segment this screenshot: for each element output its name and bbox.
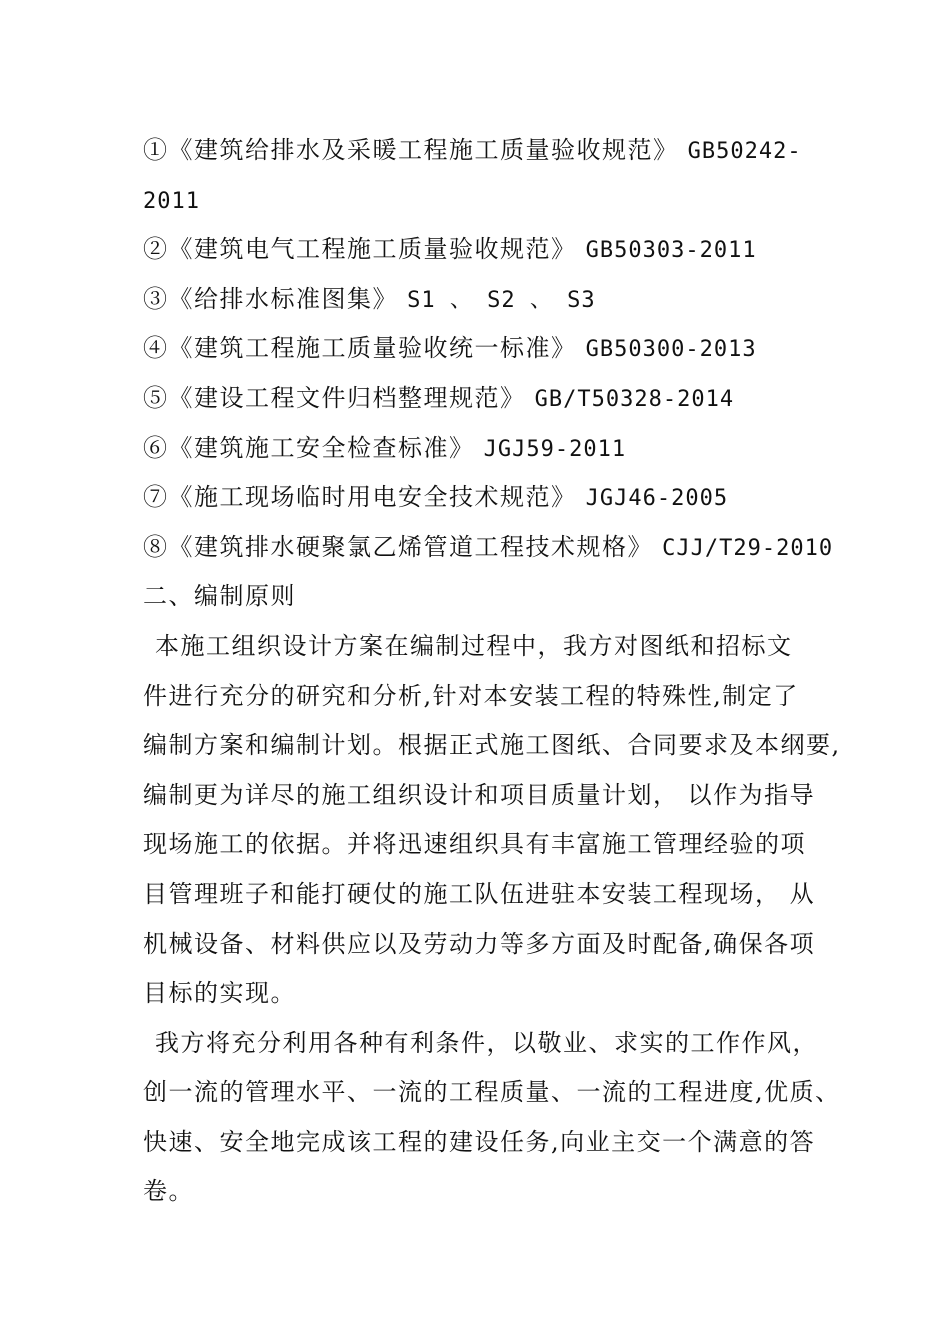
reference-code: 2011 bbox=[143, 188, 200, 214]
reference-item-1 bbox=[143, 126, 833, 176]
reference-code: S1 、 S2 、 S3 bbox=[407, 287, 596, 313]
paragraph-line: 本施工组织设计方案在编制过程中，我方对图纸和招标文 bbox=[155, 631, 793, 660]
reference-title: ⑥《建筑施工安全检查标准》 bbox=[143, 433, 475, 462]
reference-item-6 bbox=[143, 424, 833, 474]
reference-code: CJJ/T29-2010 bbox=[662, 535, 834, 561]
paragraph-commitment bbox=[143, 1019, 841, 1217]
reference-title: ④《建筑工程施工质量验收统一标准》 bbox=[143, 334, 577, 363]
section-heading: 二、编制原则 bbox=[143, 582, 296, 611]
paragraph-line: 快速、安全地完成该工程的建设任务,向业主交一个满意的答 bbox=[143, 1127, 816, 1156]
paragraph-line: 现场施工的依据。并将迅速组织具有丰富施工管理经验的项 bbox=[143, 830, 806, 859]
paragraph-line: 目管理班子和能打硬仗的施工队伍进驻本安装工程现场， 从 bbox=[143, 879, 816, 908]
paragraph-line: 目标的实现。 bbox=[143, 979, 296, 1008]
reference-title: ③《给排水标准图集》 bbox=[143, 284, 398, 313]
reference-code: JGJ59-2011 bbox=[483, 436, 627, 462]
document-body bbox=[143, 126, 841, 1217]
reference-item-3 bbox=[143, 275, 833, 325]
reference-title: ⑦《施工现场临时用电安全技术规范》 bbox=[143, 483, 577, 512]
reference-item-8 bbox=[143, 523, 833, 573]
reference-code: JGJ46-2005 bbox=[585, 486, 729, 512]
reference-code: GB/T50328-2014 bbox=[534, 386, 735, 412]
reference-code: GB50300-2013 bbox=[585, 337, 757, 363]
paragraph-principles bbox=[143, 622, 841, 1019]
reference-title: ①《建筑给排水及采暖工程施工质量验收规范》 bbox=[143, 136, 679, 164]
reference-title: ⑤《建设工程文件归档整理规范》 bbox=[143, 383, 526, 412]
reference-item-4 bbox=[143, 324, 833, 374]
reference-title: ②《建筑电气工程施工质量验收规范》 bbox=[143, 235, 577, 264]
reference-item-7 bbox=[143, 473, 833, 523]
paragraph-line: 编制更为详尽的施工组织设计和项目质量计划， 以作为指导 bbox=[143, 780, 816, 809]
paragraph-line: 件进行充分的研究和分析,针对本安装工程的特殊性,制定了 bbox=[143, 681, 799, 710]
reference-title: ⑧《建筑排水硬聚氯乙烯管道工程技术规格》 bbox=[143, 532, 653, 561]
paragraph-line: 卷。 bbox=[143, 1177, 194, 1206]
paragraph-line: 编制方案和编制计划。根据正式施工图纸、合同要求及本纲要, bbox=[143, 731, 841, 760]
reference-item-5 bbox=[143, 374, 833, 424]
reference-item-1-continued bbox=[143, 176, 833, 226]
paragraph-line: 机械设备、材料供应以及劳动力等多方面及时配备,确保各项 bbox=[143, 929, 816, 958]
paragraph-line: 我方将充分利用各种有利条件，以敬业、求实的工作作风， bbox=[155, 1028, 818, 1057]
reference-code: GB50242- bbox=[687, 139, 802, 164]
reference-item-2 bbox=[143, 225, 833, 275]
reference-code: GB50303-2011 bbox=[585, 238, 757, 264]
paragraph-line: 创一流的管理水平、一流的工程质量、一流的工程进度,优质、 bbox=[143, 1078, 841, 1107]
